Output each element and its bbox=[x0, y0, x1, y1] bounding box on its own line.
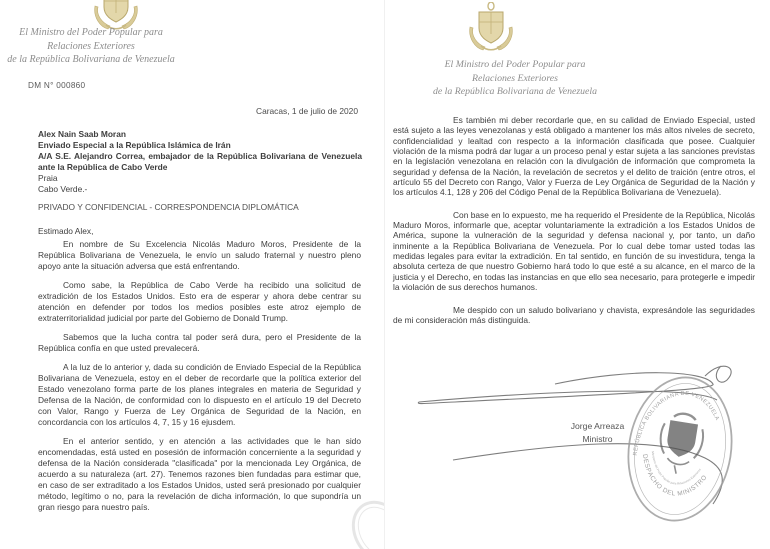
body-paragraph: Sabemos que la lucha contra tal poder será dura, pero el Presidente de la República confía en que usted prevalecerá. bbox=[38, 332, 361, 353]
body-paragraph: A la luz de lo anterior y, dada su condición de Enviado Especial de la República Bolivariana de Venezuela, estoy en el deber de recordarle que la política exterior del Estado venezolano forma parte de los planes integrales en materia de Seguridad y Defensa de la Nación, de conformidad con lo dispuesto en el artículo 19 del Decreto con Valor, Rango y Fuerza de Ley Orgánica de Seguridad de la Nación, en concordancia con los artículos 4, 7, 15 y 16 ejusdem. bbox=[38, 362, 361, 427]
letterhead-script bbox=[415, 58, 615, 99]
body-paragraph: Es también mi deber recordarle que, en su calidad de Enviado Especial, usted está sujeto a las leyes venezolanas y está obligado a mantener los más altos niveles de secreto, confidencialidad y lealtad con respecto a la información clasificada que posee. Cualquier violación de la misma podrá dar lugar a un proceso penal y estar sujeta a las sanciones previstas en la legislación venezolana en relación con la divulgación de información que comprometa la seguridad y defensa de la Nación, la revelación de secretos y el delito de traición (entre otros, el artículo 55 del Decreto con Rango, Valor y Fuerza de Ley Orgánica de Seguridad de la Nación y los artículos 4.1, 128 y 206 del Código Penal de la República Bolivariana de Venezuela). bbox=[393, 115, 755, 198]
closing-paragraph: Me despido con un saludo bolivariano y chavista, expresándole las seguridades de mi consideración más distinguida. bbox=[393, 304, 755, 325]
signatory-name: Jorge Arreaza bbox=[570, 421, 625, 431]
recipient-country: Cabo Verde.- bbox=[38, 183, 88, 194]
body-paragraph: En nombre de Su Excelencia Nicolás Maduro Moros, Presidente de la República Bolivariana de Venezuela, le envío un saludo fraternal y nuestro pleno apoyo ante la situación adversa que está enfrentando. bbox=[38, 239, 361, 271]
letterhead-line-1: El Ministro del Poder Popular para bbox=[19, 27, 163, 38]
letterhead-script bbox=[0, 26, 186, 67]
seal-top-text: REPÚBLICA BOLIVARIANA DE VENEZUELA bbox=[632, 390, 721, 457]
seal-bottom-text: DESPACHO DEL MINISTRO bbox=[640, 453, 709, 498]
body-paragraph: En el anterior sentido, y en atención a las actividades que le han sido encomendadas, está usted en posesión de información concerniente a la seguridad y defensa de la Nación considerada "clasificada" por la mencionada Ley Orgánica, de acuerdo a su naturaleza (art. 27). Tenemos razones bien fundadas para estimar que, en caso de ser extraditado a los Estados Unidos, usted será presionado por cualquier método, legítimo o no, para la revelación de dicha información, lo que supondría un gran riesgo para nuestro país. bbox=[38, 436, 361, 512]
recipient-city: Praia bbox=[38, 172, 58, 183]
ministry-crest-icon bbox=[469, 2, 513, 54]
letter-body-page-1 bbox=[38, 239, 361, 521]
recipient-block bbox=[38, 129, 362, 194]
salutation: Estimado Alex, bbox=[38, 226, 94, 236]
recipient-attention: A/A S.E. Alejandro Correa, embajador de la República Bolivariana de Venezuela ante la República de Cabo Verde bbox=[38, 150, 362, 172]
ministry-seal-stamp-icon bbox=[614, 366, 746, 531]
letter-body-page-2 bbox=[393, 115, 755, 337]
recipient-title: Enviado Especial a la República Islámica de Irán bbox=[38, 139, 231, 150]
letterhead-line-3: de la República Bolivariana de Venezuela bbox=[7, 54, 175, 65]
classification-line: PRIVADO Y CONFIDENCIAL - CORRESPONDENCIA DIPLOMÁTICA bbox=[38, 202, 299, 212]
ref-number: DM N° 000860 bbox=[28, 81, 86, 90]
letter-page-2 bbox=[385, 0, 770, 549]
letterhead-line-2: Relaciones Exteriores bbox=[47, 40, 135, 52]
signatory-title: Ministro bbox=[582, 434, 613, 444]
body-paragraph: Como sabe, la República de Cabo Verde ha recibido una solicitud de extradición de los Estados Unidos. Esto era de esperar y ahora debe centrar su atención en defender por todos los medios posibles este atroz ejemplo de extraterritorialidad judicial por parte del Gobierno de Donald Trump. bbox=[38, 280, 361, 323]
recipient-name: Alex Nain Saab Moran bbox=[38, 129, 126, 139]
letterhead-line-3: de la República Bolivariana de Venezuela bbox=[432, 86, 598, 97]
body-paragraph: Con base en lo expuesto, me ha requerido el Presidente de la República, Nicolás Maduro Moros, informarle que, aceptar voluntariamente la extradición a los Estados Unidos de América, supone la vulneración de la seguridad y defensa nacional y, por tanto, un daño inminente a la República Bolivariana de Venezuela. Por lo cual debe tomar usted todas las medidas legales para evitar la extradición. En tal sentido, en función de su investidura, tenga la absoluta certeza de que nuestro Gobierno hará todo lo que esté a su alcance, en el marco de la justicia y el Derecho, en todas las instancias en que ello sea necesario, para protegerle e impedir la violación de sus derechos humanos. bbox=[393, 209, 755, 293]
letterhead-line-1: El Ministro del Poder Popular para bbox=[444, 59, 586, 70]
letterhead-line-2: Relaciones Exteriores bbox=[472, 72, 558, 84]
seal-inner-text: Ministerio del Poder Popular para Relaciones Exteriores bbox=[650, 450, 702, 486]
seal-coat-of-arms-icon bbox=[655, 411, 706, 477]
svg-text:DESPACHO DEL MINISTRO bbox=[635, 453, 711, 503]
page-divider bbox=[384, 0, 385, 549]
dateline: Caracas, 1 de julio de 2020 bbox=[256, 106, 358, 116]
